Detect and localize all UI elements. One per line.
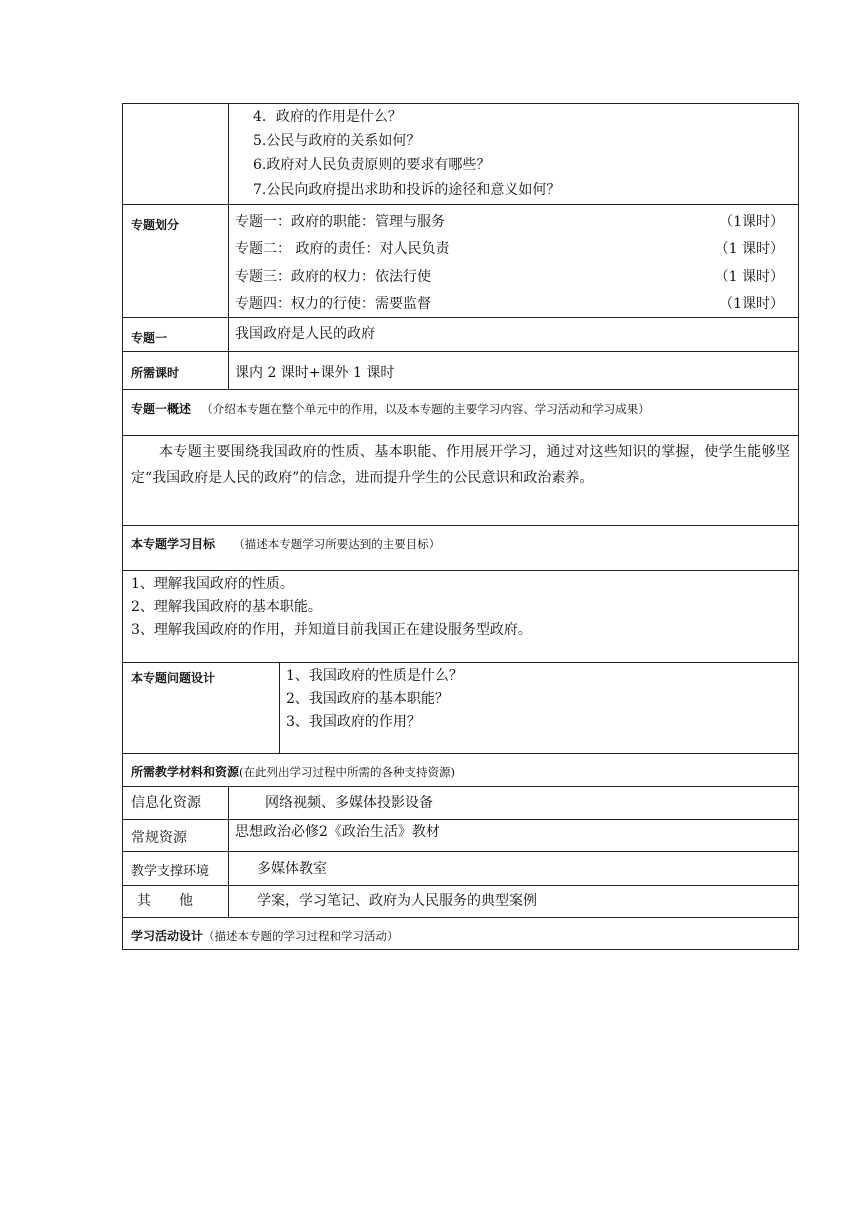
topic-one-value: 我国政府是人民的政府 (235, 326, 375, 342)
intro-question: 5.公民与政府的关系如何？ (253, 133, 421, 149)
question-item: 1、我国政府的性质是什么？ (286, 668, 463, 684)
topic-item: 专题二： 政府的责任：对人民负责 (235, 241, 450, 257)
material-row (122, 886, 799, 918)
material-value: 学案，学习笔记、政府为人民服务的典型案例 (257, 893, 537, 909)
overview-text: 本专题主要围绕我国政府的性质、基本职能、作用展开学习，通过对这些知识的掌握，使学生能够坚定“我国政府是人民的政府”的信念，进而提升学生的公民意识和政治素养。 (131, 444, 790, 486)
material-label-cell (123, 852, 229, 885)
topic-division-label-cell (123, 205, 229, 317)
material-row (122, 787, 799, 820)
material-row (122, 852, 799, 886)
question-item: 2、我国政府的基本职能？ (286, 691, 449, 707)
topic-division-label: 专题划分 (131, 218, 180, 232)
topic-division-row (122, 205, 799, 318)
material-label: 信息化资源 (131, 795, 201, 811)
materials-label: 所需教学材料和资源 (131, 765, 240, 779)
topic-hours: （1 课时） (714, 269, 784, 285)
material-value: 思想政治必修2《政治生活》教材 (235, 824, 440, 840)
activities-label: 学习活动设计 (131, 929, 204, 943)
topic-hours: （1课时） (719, 214, 784, 230)
topic-one-label-cell (123, 318, 229, 351)
hours-required-row (122, 352, 799, 390)
objectives-header-row (122, 526, 799, 571)
intro-question: 4．政府的作用是什么？ (253, 109, 402, 125)
question-item: 3、我国政府的作用？ (286, 714, 421, 730)
overview-note: （介绍本专题在整个单元中的作用，以及本专题的主要学习内容、学习活动和学习成果） (201, 402, 650, 416)
topic-item: 专题四：权力的行使：需要监督 (235, 296, 431, 312)
material-label: 教学支撑环境 (131, 864, 210, 879)
hours-required-label: 所需课时 (131, 366, 180, 380)
material-value: 网络视频、多媒体投影设备 (265, 795, 433, 811)
objectives-header (131, 535, 440, 552)
overview-header (131, 400, 650, 417)
material-row (122, 820, 799, 852)
objectives-note: （描述本专题学习所要达到的主要目标） (233, 537, 441, 551)
materials-header (131, 763, 455, 780)
empty-label-cell (123, 104, 229, 204)
material-label: 常规资源 (131, 830, 187, 846)
overview-header-row (122, 390, 799, 436)
activities-note: （描述本专题的学习过程和学习活动） (203, 929, 399, 943)
topic-one-label: 专题一 (131, 331, 168, 345)
topic-one-row (122, 318, 799, 352)
topic-hours: （1课时） (719, 296, 784, 312)
objective-item: 1、理解我国政府的性质。 (131, 576, 294, 592)
overview-label: 专题一概述 (131, 402, 192, 416)
objective-item: 3、理解我国政府的作用，并知道目前我国正在建设服务型政府。 (131, 622, 532, 638)
question-design-label: 本专题问题设计 (131, 671, 216, 685)
objectives-label: 本专题学习目标 (131, 537, 216, 551)
material-label-cell (123, 820, 229, 851)
material-value: 多媒体教室 (257, 861, 327, 877)
intro-questions-row (122, 103, 799, 205)
intro-question: 7.公民向政府提出求助和投诉的途径和意义如何？ (253, 182, 561, 198)
activities-header-row (122, 918, 799, 950)
topic-hours: （1 课时） (714, 241, 784, 257)
activities-header (131, 927, 399, 944)
topic-item: 专题一：政府的职能：管理与服务 (235, 214, 445, 230)
hours-required-label-cell (123, 352, 229, 389)
hours-required-value: 课内 2 课时+课外 1 课时 (235, 365, 395, 381)
question-design-label-cell (123, 663, 280, 753)
objectives-row (122, 571, 799, 663)
objective-item: 2、理解我国政府的基本职能。 (131, 599, 322, 615)
material-label-cell (123, 787, 229, 819)
material-label: 其 他 (137, 893, 193, 909)
topic-item: 专题三：政府的权力：依法行使 (235, 269, 431, 285)
material-label-cell (123, 886, 229, 917)
intro-question: 6.政府对人民负责原则的要求有哪些？ (253, 157, 491, 173)
question-design-row (122, 663, 799, 754)
overview-text-row (122, 436, 799, 526)
materials-note: (在此列出学习过程中所需的各种支持资源) (239, 765, 455, 779)
lesson-plan-table (122, 103, 799, 950)
materials-header-row (122, 754, 799, 787)
